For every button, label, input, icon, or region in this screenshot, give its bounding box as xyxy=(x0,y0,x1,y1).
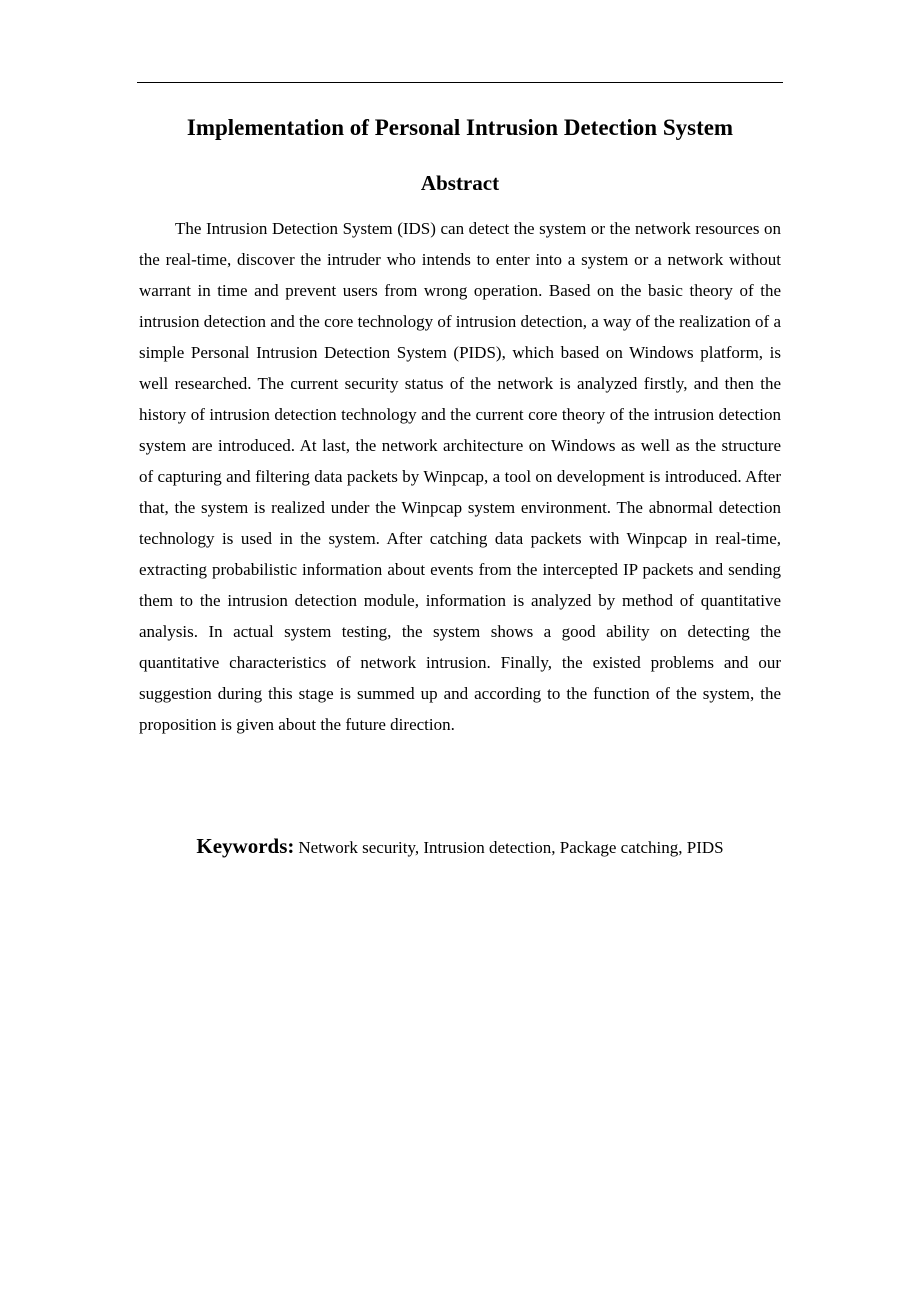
keywords-line xyxy=(0,830,920,865)
document-title: Implementation of Personal Intrusion Detection System xyxy=(186,115,734,140)
keywords-label: Keywords: xyxy=(196,834,295,858)
header-rule xyxy=(137,82,783,83)
keywords-value: Network security, Intrusion detection, Package catching, PIDS xyxy=(298,838,724,857)
abstract-heading: Abstract xyxy=(420,171,500,195)
abstract-body: The Intrusion Detection System (IDS) can detect the system or the network resources on the real-time, discover the intruder who intends to enter into a system or a network without warrant in time and prevent users from wrong operation. Based on the basic theory of the intrusion detection and the core technology of intrusion detection, a way of the realization of a simple Personal Intrusion Detection System (PIDS), which based on Windows platform, is well researched. The current security status of the network is analyzed firstly, and then the history of intrusion detection technology and the current core theory of the intrusion detection system are introduced. At last, the network architecture on Windows as well as the structure of capturing and filtering data packets by Winpcap, a tool on development is introduced. After that, the system is realized under the Winpcap system environment. The abnormal detection technology is used in the system. After catching data packets with Winpcap in real-time, extracting probabilistic information about events from the intercepted IP packets and sending them to the intrusion detection module, information is analyzed by method of quantitative analysis. In actual system testing, the system shows a good ability on detecting the quantitative characteristics of network intrusion. Finally, the existed problems and our suggestion during this stage is summed up and according to the function of the system, the proposition is given about the future direction. xyxy=(139,219,782,734)
